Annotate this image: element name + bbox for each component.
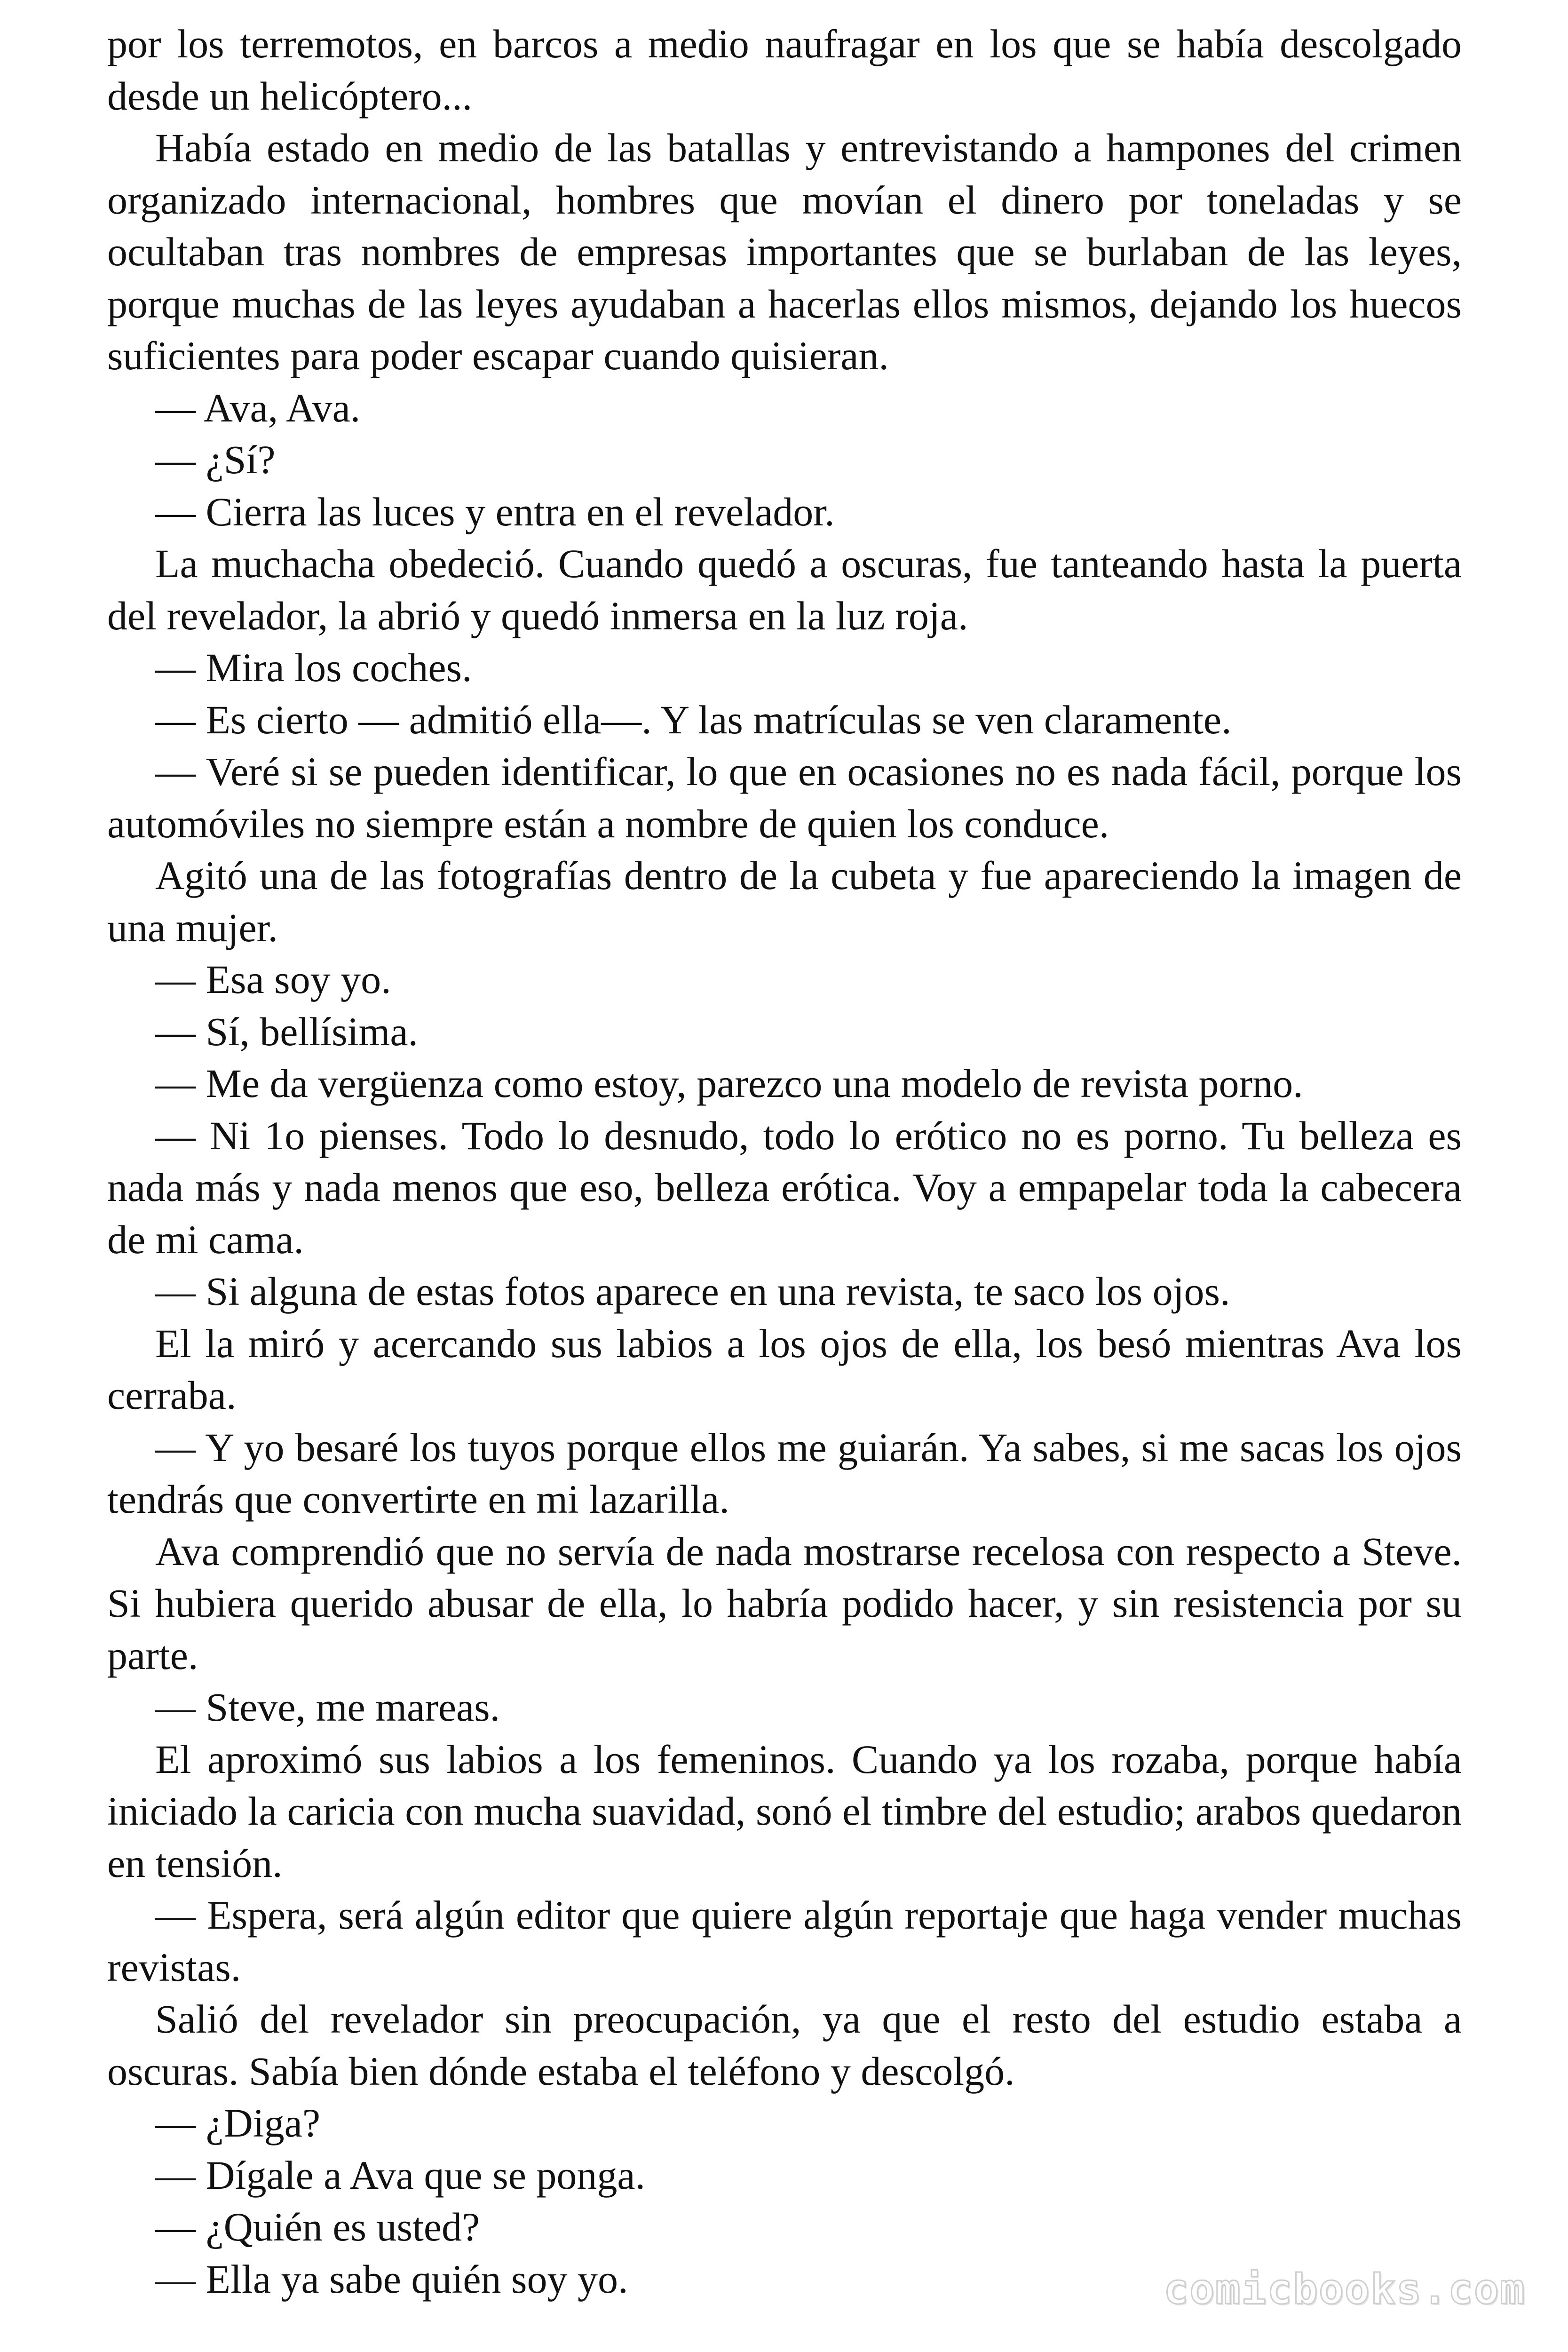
dialogue-line: — Ni 1o pienses. Todo lo desnudo, todo lo erótico no es porno. Tu belleza es nada más y nada menos que eso, belleza erótica. Voy a empapelar toda la cabecera de mi cama. bbox=[107, 1112, 1462, 1262]
dialogue-line: — Veré si se pueden identificar, lo que en ocasiones no es nada fácil, porque los automóviles no siempre están a nombre de quien los conduce. bbox=[107, 749, 1462, 846]
dialogue-line: — Esa soy yo. bbox=[155, 957, 391, 1002]
dialogue-line: — Dígale a Ava que se ponga. bbox=[155, 2152, 646, 2198]
paragraph: El la miró y acercando sus labios a los ojos de ella, los besó mientras Ava los cerraba. bbox=[107, 1320, 1462, 1418]
paragraph: El aproximó sus labios a los femeninos. Cuando ya los rozaba, porque había iniciado la caricia con mucha suavidad, sonó el timbre del estudio; arabos quedaron en tensión. bbox=[107, 1736, 1462, 1886]
dialogue-line: — Me da vergüenza como estoy, parezco una modelo de revista porno. bbox=[155, 1061, 1303, 1106]
dialogue-line: — Ella ya sabe quién soy yo. bbox=[155, 2256, 628, 2302]
paragraph: Ava comprendió que no servía de nada mostrarse recelosa con respecto a Steve. Si hubiera querido abusar de ella, lo habría podido hacer, y sin resistencia por su parte. bbox=[107, 1528, 1462, 1678]
dialogue-line: — Ava, Ava. bbox=[155, 385, 361, 430]
paragraph: Había estado en medio de las batallas y entrevistando a hampones del crimen organizado internacional, hombres que movían el dinero por toneladas y se ocultaban tras nombres de empresas importantes que se burlaban de las leyes, porque muchas de las leyes ayudaban a hacerlas ellos mismos, dejando los huecos suficientes para poder escapar cuando quisieran. bbox=[107, 125, 1462, 378]
page-body-text bbox=[107, 18, 1462, 2305]
paragraph: Agitó una de las fotografías dentro de la cubeta y fue apareciendo la imagen de una mujer. bbox=[107, 853, 1462, 950]
watermark-text: comicbooks.com bbox=[1164, 2265, 1526, 2313]
dialogue-line: — Cierra las luces y entra en el revelador. bbox=[155, 489, 835, 534]
dialogue-line: — ¿Quién es usted? bbox=[155, 2204, 480, 2249]
dialogue-line: — Espera, será algún editor que quiere algún reportaje que haga vender muchas revistas. bbox=[107, 1892, 1462, 1990]
dialogue-line: — ¿Sí? bbox=[155, 437, 276, 482]
dialogue-line: — Si alguna de estas fotos aparece en una revista, te saco los ojos. bbox=[155, 1269, 1230, 1314]
paragraph: Salió del revelador sin preocupación, ya que el resto del estudio estaba a oscuras. Sabía bien dónde estaba el teléfono y descolgó. bbox=[107, 1996, 1462, 2094]
dialogue-line: — Es cierto — admitió ella—. Y las matrículas se ven claramente. bbox=[155, 697, 1232, 742]
dialogue-line: — Mira los coches. bbox=[155, 645, 472, 690]
dialogue-line: — ¿Diga? bbox=[155, 2100, 321, 2145]
paragraph: La muchacha obedeció. Cuando quedó a oscuras, fue tanteando hasta la puerta del revelador, la abrió y quedó inmersa en la luz roja. bbox=[107, 541, 1462, 638]
dialogue-line: — Sí, bellísima. bbox=[155, 1009, 418, 1054]
dialogue-line: — Y yo besaré los tuyos porque ellos me guiarán. Ya sabes, si me sacas los ojos tendrás que convertirte en mi lazarilla. bbox=[107, 1424, 1462, 1522]
paragraph: por los terremotos, en barcos a medio naufragar en los que se había descolgado desde un helicóptero... bbox=[107, 21, 1462, 119]
dialogue-line: — Steve, me mareas. bbox=[155, 1685, 500, 1730]
